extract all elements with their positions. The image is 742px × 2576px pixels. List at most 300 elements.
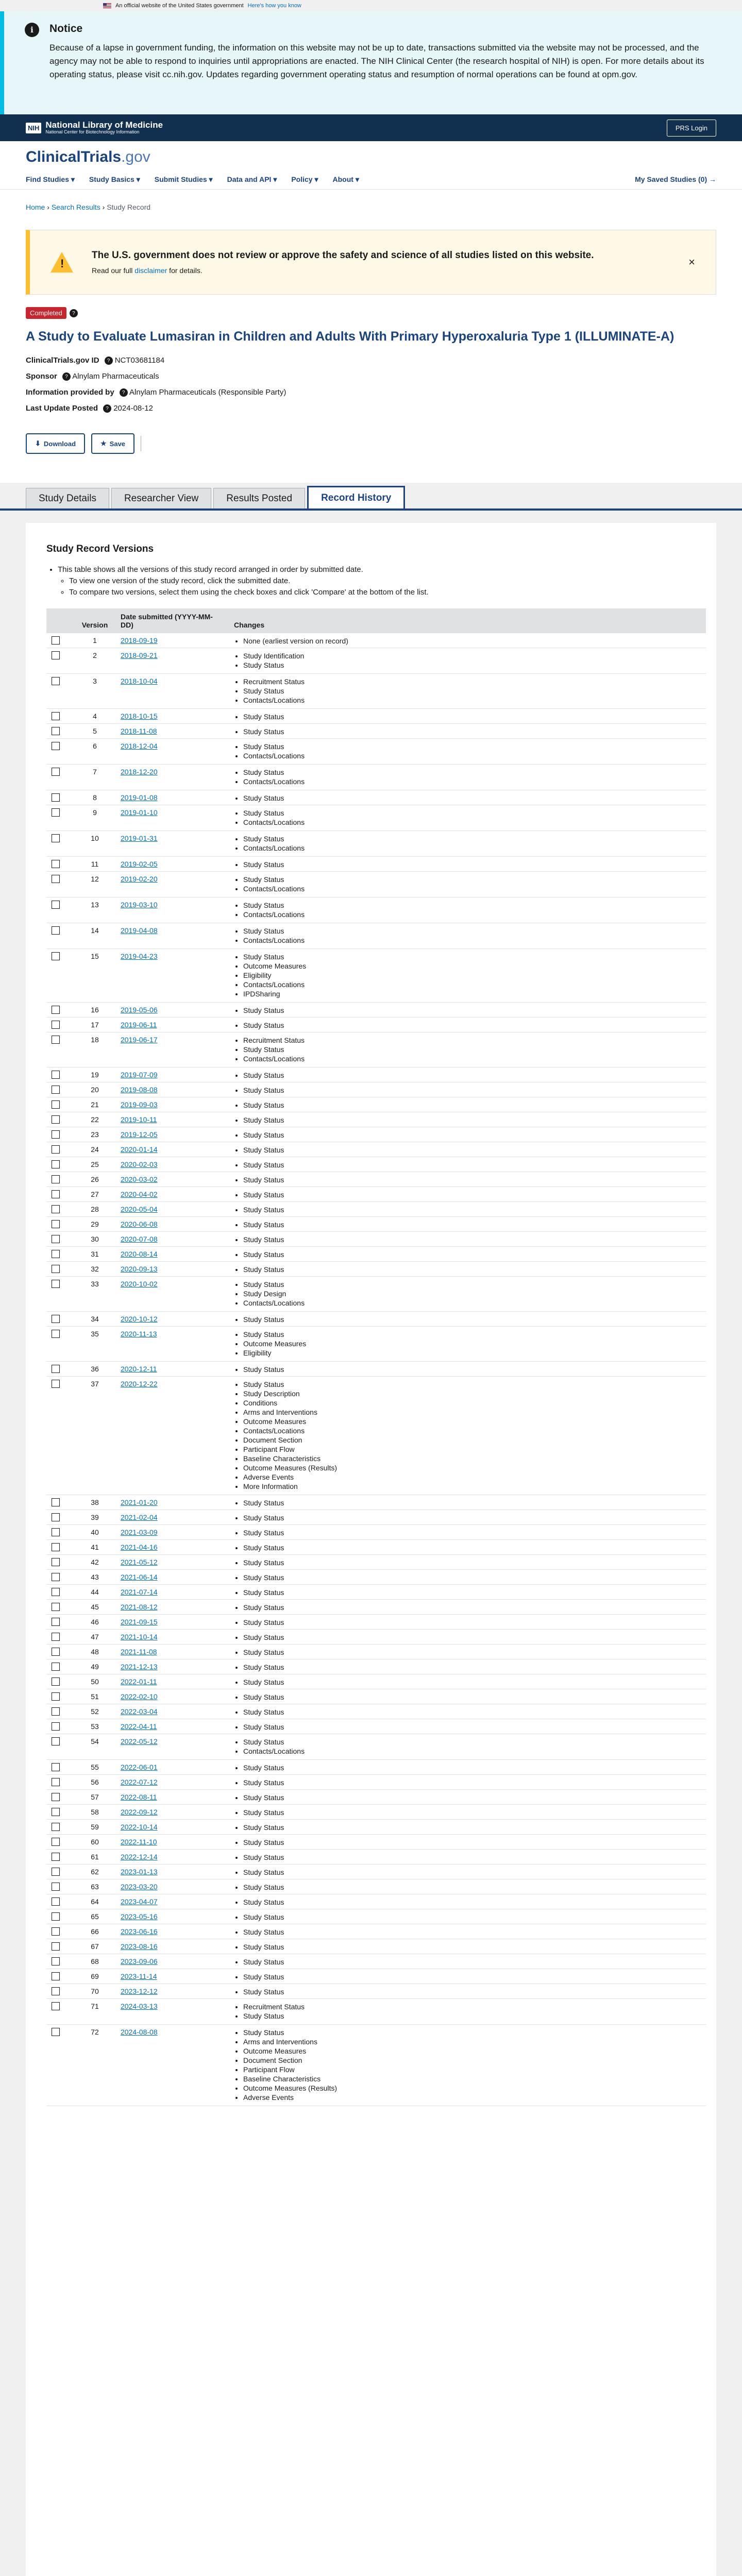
compare-checkbox[interactable] xyxy=(52,1808,60,1816)
compare-checkbox[interactable] xyxy=(52,636,60,645)
tab-researcher-view[interactable]: Researcher View xyxy=(111,488,211,509)
version-date-link[interactable]: 2021-02-04 xyxy=(121,1513,158,1522)
compare-checkbox[interactable] xyxy=(52,1365,60,1373)
compare-checkbox[interactable] xyxy=(52,1663,60,1671)
compare-checkbox[interactable] xyxy=(52,1086,60,1094)
intro-bullet: ◦ To compare two versions, select them using the check boxes and click 'Compare' at the bottom of the list. xyxy=(69,587,696,598)
table-row xyxy=(46,1645,706,1659)
version-date-link[interactable]: 2021-11-08 xyxy=(121,1648,157,1656)
compare-checkbox[interactable] xyxy=(52,1573,60,1581)
compare-checkbox[interactable] xyxy=(52,1927,60,1936)
breadcrumb-home[interactable]: Home xyxy=(26,203,45,211)
changes-cell xyxy=(229,1187,706,1202)
version-date-link[interactable]: 2020-03-02 xyxy=(121,1175,158,1184)
prs-login-button[interactable]: PRS Login xyxy=(667,120,716,137)
version-date-link[interactable]: 2021-03-09 xyxy=(121,1528,158,1537)
version-date-link[interactable]: 2019-01-31 xyxy=(121,834,158,843)
compare-checkbox[interactable] xyxy=(52,1853,60,1861)
changes-list xyxy=(243,1987,701,1996)
help-icon[interactable]: ? xyxy=(103,404,111,413)
change-item: • Study Status xyxy=(243,1130,701,1140)
compare-checkbox[interactable] xyxy=(52,952,60,960)
main-content xyxy=(0,511,742,2576)
date-cell xyxy=(115,790,229,805)
changes-cell xyxy=(229,1362,706,1377)
save-icon: ★ xyxy=(100,439,107,448)
saved-studies-link[interactable]: My Saved Studies (0) → xyxy=(635,175,716,183)
version-date-link[interactable]: 2019-05-06 xyxy=(121,1006,158,1014)
compare-checkbox[interactable] xyxy=(52,1280,60,1288)
compare-checkbox[interactable] xyxy=(52,1145,60,1154)
version-date-link[interactable]: 2021-01-20 xyxy=(121,1498,158,1507)
table-row xyxy=(46,1127,706,1142)
change-item: • Study Status xyxy=(243,1868,701,1877)
compare-checkbox[interactable] xyxy=(52,1528,60,1536)
sponsor-label: Sponsor xyxy=(26,372,57,381)
changes-cell xyxy=(229,1082,706,1097)
compare-checkbox[interactable] xyxy=(52,768,60,776)
compare-checkbox[interactable] xyxy=(52,1315,60,1323)
version-number: 49 xyxy=(74,1659,115,1674)
compare-checkbox[interactable] xyxy=(52,1235,60,1243)
compare-checkbox[interactable] xyxy=(52,1957,60,1965)
version-date-link[interactable]: 2022-11-10 xyxy=(121,1838,157,1846)
change-item: • Study Status xyxy=(243,1250,701,1259)
change-item: • Adverse Events xyxy=(243,1472,701,1482)
help-icon[interactable]: ? xyxy=(120,388,128,397)
compare-checkbox[interactable] xyxy=(52,1558,60,1566)
version-date-link[interactable]: 2020-12-22 xyxy=(121,1380,158,1388)
compare-checkbox[interactable] xyxy=(52,1130,60,1139)
changes-cell xyxy=(229,1835,706,1850)
change-item: • Study Status xyxy=(243,1558,701,1567)
col-version: Version xyxy=(74,608,115,633)
compare-checkbox[interactable] xyxy=(52,1250,60,1258)
table-row xyxy=(46,1909,706,1924)
changes-list xyxy=(243,1927,701,1937)
table-row xyxy=(46,1232,706,1247)
table-row xyxy=(46,765,706,790)
compare-checkbox[interactable] xyxy=(52,860,60,868)
version-number: 63 xyxy=(74,1879,115,1894)
changes-list xyxy=(243,952,701,998)
date-cell xyxy=(115,1734,229,1760)
change-item: • Study Status xyxy=(243,1160,701,1170)
compare-checkbox[interactable] xyxy=(52,1737,60,1745)
changes-cell xyxy=(229,872,706,897)
version-number: 14 xyxy=(74,923,115,949)
compare-checkbox[interactable] xyxy=(52,1722,60,1731)
version-date-link[interactable]: 2018-09-19 xyxy=(121,636,158,645)
version-date-link[interactable]: 2022-10-14 xyxy=(121,1823,158,1832)
site-logo[interactable] xyxy=(26,148,716,166)
close-icon[interactable]: × xyxy=(688,256,695,268)
version-date-link[interactable]: 2019-07-09 xyxy=(121,1071,158,1079)
version-date-link[interactable]: 2018-12-04 xyxy=(121,742,158,751)
change-item: • Study Status xyxy=(243,686,701,696)
version-number: 43 xyxy=(74,1570,115,1585)
compare-checkbox[interactable] xyxy=(52,1883,60,1891)
change-item: • Eligibility xyxy=(243,971,701,980)
compare-checkbox[interactable] xyxy=(52,1115,60,1124)
gov-banner xyxy=(0,0,742,11)
changes-list xyxy=(243,1006,701,1015)
compare-checkbox[interactable] xyxy=(52,677,60,685)
table-row xyxy=(46,1202,706,1217)
version-number: 3 xyxy=(74,674,115,709)
compare-checkbox[interactable] xyxy=(52,875,60,883)
info-icon: i xyxy=(25,23,39,37)
compare-checkbox[interactable] xyxy=(52,1707,60,1716)
select-cell xyxy=(46,633,74,648)
version-date-link[interactable]: 2018-11-08 xyxy=(121,727,157,736)
versions-intro xyxy=(58,564,696,598)
date-cell xyxy=(115,1495,229,1510)
version-date-link[interactable]: 2020-01-14 xyxy=(121,1145,158,1154)
version-date-link[interactable]: 2023-08-16 xyxy=(121,1942,158,1951)
change-item: • Outcome Measures xyxy=(243,2046,701,2056)
compare-checkbox[interactable] xyxy=(52,1763,60,1771)
date-cell xyxy=(115,1032,229,1067)
version-date-link[interactable]: 2018-12-20 xyxy=(121,768,158,776)
save-button[interactable] xyxy=(91,433,134,454)
changes-list xyxy=(243,1365,701,1374)
compare-checkbox[interactable] xyxy=(52,834,60,842)
change-item: • Contacts/Locations xyxy=(243,751,701,760)
help-icon[interactable]: ? xyxy=(70,309,78,317)
nav-item[interactable]: About ▾ xyxy=(332,175,359,183)
table-row xyxy=(46,1850,706,1865)
compare-checkbox[interactable] xyxy=(52,1897,60,1906)
version-date-link[interactable]: 2019-06-17 xyxy=(121,1036,158,1044)
version-date-link[interactable]: 2021-05-12 xyxy=(121,1558,158,1567)
version-date-link[interactable]: 2020-10-02 xyxy=(121,1280,158,1289)
date-cell xyxy=(115,1082,229,1097)
version-date-link[interactable]: 2019-12-05 xyxy=(121,1130,158,1139)
version-date-link[interactable]: 2022-02-10 xyxy=(121,1692,158,1701)
nlm-logo[interactable] xyxy=(26,121,163,135)
version-date-link[interactable]: 2020-10-12 xyxy=(121,1315,158,1324)
select-cell xyxy=(46,1939,74,1954)
compare-checkbox[interactable] xyxy=(52,1330,60,1338)
version-number: 12 xyxy=(74,872,115,897)
version-date-link[interactable]: 2021-07-14 xyxy=(121,1588,158,1597)
version-date-link[interactable]: 2018-09-21 xyxy=(121,651,158,660)
compare-checkbox[interactable] xyxy=(52,1633,60,1641)
select-cell xyxy=(46,1659,74,1674)
compare-checkbox[interactable] xyxy=(52,1838,60,1846)
version-date-link[interactable]: 2020-12-11 xyxy=(121,1365,157,1374)
help-icon[interactable]: ? xyxy=(105,357,113,365)
compare-checkbox[interactable] xyxy=(52,1677,60,1686)
changes-cell xyxy=(229,1032,706,1067)
nav-item[interactable]: Submit Studies ▾ xyxy=(154,175,213,183)
compare-checkbox[interactable] xyxy=(52,901,60,909)
version-date-link[interactable]: 2024-08-08 xyxy=(121,2028,158,2037)
change-item: • Recruitment Status xyxy=(243,2002,701,2011)
version-date-link[interactable]: 2023-05-16 xyxy=(121,1912,158,1921)
date-cell xyxy=(115,1202,229,1217)
changes-cell xyxy=(229,1157,706,1172)
download-icon: ⬇ xyxy=(35,439,41,448)
version-date-link[interactable]: 2021-06-14 xyxy=(121,1573,158,1582)
select-cell xyxy=(46,1067,74,1082)
change-item: • Study Status xyxy=(243,1972,701,1981)
nav-item[interactable]: Policy ▾ xyxy=(291,175,318,183)
compare-checkbox[interactable] xyxy=(52,1793,60,1801)
study-tabs xyxy=(0,483,742,511)
table-row xyxy=(46,1067,706,1082)
change-item: • Study Status xyxy=(243,1692,701,1702)
version-date-link[interactable]: 2022-01-11 xyxy=(121,1677,157,1686)
compare-checkbox[interactable] xyxy=(52,1618,60,1626)
version-date-link[interactable]: 2023-01-13 xyxy=(121,1868,158,1876)
select-cell xyxy=(46,1850,74,1865)
nav-item[interactable]: Find Studies ▾ xyxy=(26,175,75,183)
version-date-link[interactable]: 2024-03-13 xyxy=(121,2002,158,2011)
version-date-link[interactable]: 2020-06-08 xyxy=(121,1220,158,1229)
select-cell xyxy=(46,805,74,831)
version-date-link[interactable]: 2023-09-06 xyxy=(121,1957,158,1966)
date-cell xyxy=(115,1805,229,1820)
compare-checkbox[interactable] xyxy=(52,651,60,659)
compare-checkbox[interactable] xyxy=(52,1100,60,1109)
compare-checkbox[interactable] xyxy=(52,1160,60,1168)
notice-text: Because of a lapse in government funding, the information on this website may not be up to date, transactions submitted via the website may not be processed, and the agency may not be able to respond to inquiries until appropriations are enacted. The NIH Clinical Center (the research hospital of NIH) is open. For more details about its operating status, please visit cc.nih.gov. Updates regarding government operating status and resumption of normal operations can be found at opm.gov. xyxy=(49,43,704,79)
tab-record-history[interactable]: Record History xyxy=(307,486,405,509)
version-date-link[interactable]: 2018-10-04 xyxy=(121,677,158,686)
download-button[interactable] xyxy=(26,433,85,454)
compare-checkbox[interactable] xyxy=(52,1220,60,1228)
version-date-link[interactable]: 2018-10-15 xyxy=(121,712,158,721)
date-cell xyxy=(115,1704,229,1719)
compare-checkbox[interactable] xyxy=(52,808,60,817)
version-number: 68 xyxy=(74,1954,115,1969)
version-date-link[interactable]: 2019-08-08 xyxy=(121,1086,158,1094)
select-cell xyxy=(46,1018,74,1032)
version-date-link[interactable]: 2022-04-11 xyxy=(121,1722,157,1731)
changes-list xyxy=(243,1280,701,1308)
compare-checkbox[interactable] xyxy=(52,1021,60,1029)
compare-checkbox[interactable] xyxy=(52,1543,60,1551)
version-number: 17 xyxy=(74,1018,115,1032)
version-number: 53 xyxy=(74,1719,115,1734)
compare-checkbox[interactable] xyxy=(52,1175,60,1183)
compare-checkbox[interactable] xyxy=(52,1868,60,1876)
version-date-link[interactable]: 2020-09-13 xyxy=(121,1265,158,1274)
compare-checkbox[interactable] xyxy=(52,1942,60,1951)
version-date-link[interactable]: 2019-02-05 xyxy=(121,860,158,869)
changes-cell xyxy=(229,857,706,872)
version-date-link[interactable]: 2021-08-12 xyxy=(121,1603,158,1612)
version-date-link[interactable]: 2023-11-14 xyxy=(121,1972,157,1981)
how-you-know-link[interactable]: Here's how you know xyxy=(247,3,301,9)
version-date-link[interactable]: 2022-03-04 xyxy=(121,1707,158,1716)
change-item: • Study Status xyxy=(243,1115,701,1125)
select-cell xyxy=(46,1232,74,1247)
changes-cell xyxy=(229,1615,706,1630)
version-date-link[interactable]: 2020-02-03 xyxy=(121,1160,158,1169)
changes-cell xyxy=(229,1097,706,1112)
compare-checkbox[interactable] xyxy=(52,1588,60,1596)
version-date-link[interactable]: 2022-05-12 xyxy=(121,1737,158,1746)
version-date-link[interactable]: 2021-10-14 xyxy=(121,1633,158,1641)
compare-checkbox[interactable] xyxy=(52,1205,60,1213)
compare-checkbox[interactable] xyxy=(52,1190,60,1198)
version-date-link[interactable]: 2021-09-15 xyxy=(121,1618,158,1626)
table-row xyxy=(46,1510,706,1525)
compare-checkbox[interactable] xyxy=(52,2002,60,2010)
changes-list xyxy=(243,834,701,853)
table-row xyxy=(46,1760,706,1775)
version-date-link[interactable]: 2020-04-02 xyxy=(121,1190,158,1199)
version-date-link[interactable]: 2022-06-01 xyxy=(121,1763,158,1772)
version-date-link[interactable]: 2020-11-13 xyxy=(121,1330,157,1338)
changes-list xyxy=(243,1100,701,1110)
changes-list xyxy=(243,1588,701,1597)
compare-checkbox[interactable] xyxy=(52,727,60,735)
date-cell xyxy=(115,1067,229,1082)
compare-checkbox[interactable] xyxy=(52,1265,60,1273)
save-label: Save xyxy=(109,439,126,448)
disclaimer-text: Read our full xyxy=(92,266,135,275)
changes-list xyxy=(243,1663,701,1672)
change-item: • Study Status xyxy=(243,1021,701,1030)
date-cell xyxy=(115,1924,229,1939)
version-date-link[interactable]: 2023-06-16 xyxy=(121,1927,158,1936)
version-date-link[interactable]: 2019-03-10 xyxy=(121,901,158,909)
date-cell xyxy=(115,1615,229,1630)
compare-checkbox[interactable] xyxy=(52,1603,60,1611)
compare-checkbox[interactable] xyxy=(52,1692,60,1701)
help-icon[interactable]: ? xyxy=(62,372,71,381)
compare-checkbox[interactable] xyxy=(52,1972,60,1980)
select-cell xyxy=(46,1247,74,1262)
nav-item[interactable]: Study Basics ▾ xyxy=(89,175,140,183)
select-cell xyxy=(46,674,74,709)
compare-checkbox[interactable] xyxy=(52,1036,60,1044)
compare-checkbox[interactable] xyxy=(52,712,60,720)
version-date-link[interactable]: 2022-08-11 xyxy=(121,1793,157,1802)
version-date-link[interactable]: 2021-04-16 xyxy=(121,1543,158,1552)
changes-cell xyxy=(229,1984,706,1999)
compare-checkbox[interactable] xyxy=(52,2028,60,2036)
select-cell xyxy=(46,1555,74,1570)
record-versions-card xyxy=(26,523,716,2576)
date-cell xyxy=(115,1775,229,1790)
version-number: 50 xyxy=(74,1674,115,1689)
select-cell xyxy=(46,648,74,674)
version-date-link[interactable]: 2019-02-20 xyxy=(121,875,158,884)
version-date-link[interactable]: 2019-10-11 xyxy=(121,1115,157,1124)
change-item: • Study Status xyxy=(243,1737,701,1747)
table-row xyxy=(46,897,706,923)
changes-list xyxy=(243,768,701,786)
version-date-link[interactable]: 2023-04-07 xyxy=(121,1897,158,1906)
version-date-link[interactable]: 2022-09-12 xyxy=(121,1808,158,1817)
version-date-link[interactable]: 2019-04-23 xyxy=(121,952,158,961)
breadcrumb: Home › Search Results › Study Record xyxy=(26,203,151,211)
changes-list xyxy=(243,1330,701,1358)
change-item: • Contacts/Locations xyxy=(243,696,701,705)
tab-results-posted[interactable]: Results Posted xyxy=(213,488,305,509)
date-cell xyxy=(115,897,229,923)
changes-list xyxy=(243,1823,701,1832)
date-cell xyxy=(115,724,229,739)
version-date-link[interactable]: 2019-06-11 xyxy=(121,1021,157,1029)
version-date-link[interactable]: 2019-01-08 xyxy=(121,793,158,802)
changes-cell xyxy=(229,1954,706,1969)
compare-checkbox[interactable] xyxy=(52,1648,60,1656)
changes-cell xyxy=(229,724,706,739)
changes-list xyxy=(243,651,701,670)
version-date-link[interactable]: 2020-08-14 xyxy=(121,1250,158,1259)
version-date-link[interactable]: 2019-09-03 xyxy=(121,1100,158,1109)
versions-title: Study Record Versions xyxy=(46,544,154,555)
version-date-link[interactable]: 2022-12-14 xyxy=(121,1853,158,1861)
changes-cell xyxy=(229,1894,706,1909)
compare-checkbox[interactable] xyxy=(52,1498,60,1506)
compare-checkbox[interactable] xyxy=(52,1823,60,1831)
change-item: • Study Status xyxy=(243,727,701,736)
changes-cell xyxy=(229,1555,706,1570)
change-item: • Contacts/Locations xyxy=(243,818,701,827)
version-number: 65 xyxy=(74,1909,115,1924)
compare-checkbox[interactable] xyxy=(52,926,60,935)
changes-cell xyxy=(229,1262,706,1277)
changes-cell xyxy=(229,831,706,857)
study-info xyxy=(0,295,742,454)
changes-list xyxy=(243,1513,701,1522)
info-label: Information provided by xyxy=(26,388,114,397)
changes-cell xyxy=(229,1172,706,1187)
table-row xyxy=(46,1659,706,1674)
version-date-link[interactable]: 2019-04-08 xyxy=(121,926,158,935)
version-date-link[interactable]: 2023-03-20 xyxy=(121,1883,158,1891)
compare-checkbox[interactable] xyxy=(52,1071,60,1079)
compare-checkbox[interactable] xyxy=(52,1912,60,1921)
disclaimer-text-end: for details. xyxy=(167,266,203,275)
version-number: 22 xyxy=(74,1112,115,1127)
breadcrumb-search[interactable]: Search Results xyxy=(51,203,100,211)
version-date-link[interactable]: 2022-07-12 xyxy=(121,1778,158,1787)
compare-checkbox[interactable] xyxy=(52,1380,60,1388)
change-item: • Study Status xyxy=(243,1315,701,1324)
version-date-link[interactable]: 2023-12-12 xyxy=(121,1987,158,1996)
change-item: • Study Status xyxy=(243,1573,701,1582)
version-date-link[interactable]: 2020-07-08 xyxy=(121,1235,158,1244)
nav-item[interactable]: Data and API ▾ xyxy=(227,175,277,183)
date-cell xyxy=(115,1984,229,1999)
version-date-link[interactable]: 2019-01-10 xyxy=(121,808,158,817)
version-date-link[interactable]: 2021-12-13 xyxy=(121,1663,158,1671)
select-cell xyxy=(46,1760,74,1775)
us-flag-icon xyxy=(103,3,111,8)
compare-checkbox[interactable] xyxy=(52,1513,60,1521)
version-date-link[interactable]: 2020-05-04 xyxy=(121,1205,158,1214)
compare-checkbox[interactable] xyxy=(52,1006,60,1014)
table-row xyxy=(46,1704,706,1719)
compare-checkbox[interactable] xyxy=(52,742,60,750)
changes-list xyxy=(243,1778,701,1787)
compare-checkbox[interactable] xyxy=(52,1987,60,1995)
compare-checkbox[interactable] xyxy=(52,793,60,802)
changes-cell xyxy=(229,1127,706,1142)
tab-study-details[interactable]: Study Details xyxy=(26,488,109,509)
disclaimer-link[interactable]: disclaimer xyxy=(134,266,167,275)
table-row xyxy=(46,1689,706,1704)
compare-checkbox[interactable] xyxy=(52,1778,60,1786)
